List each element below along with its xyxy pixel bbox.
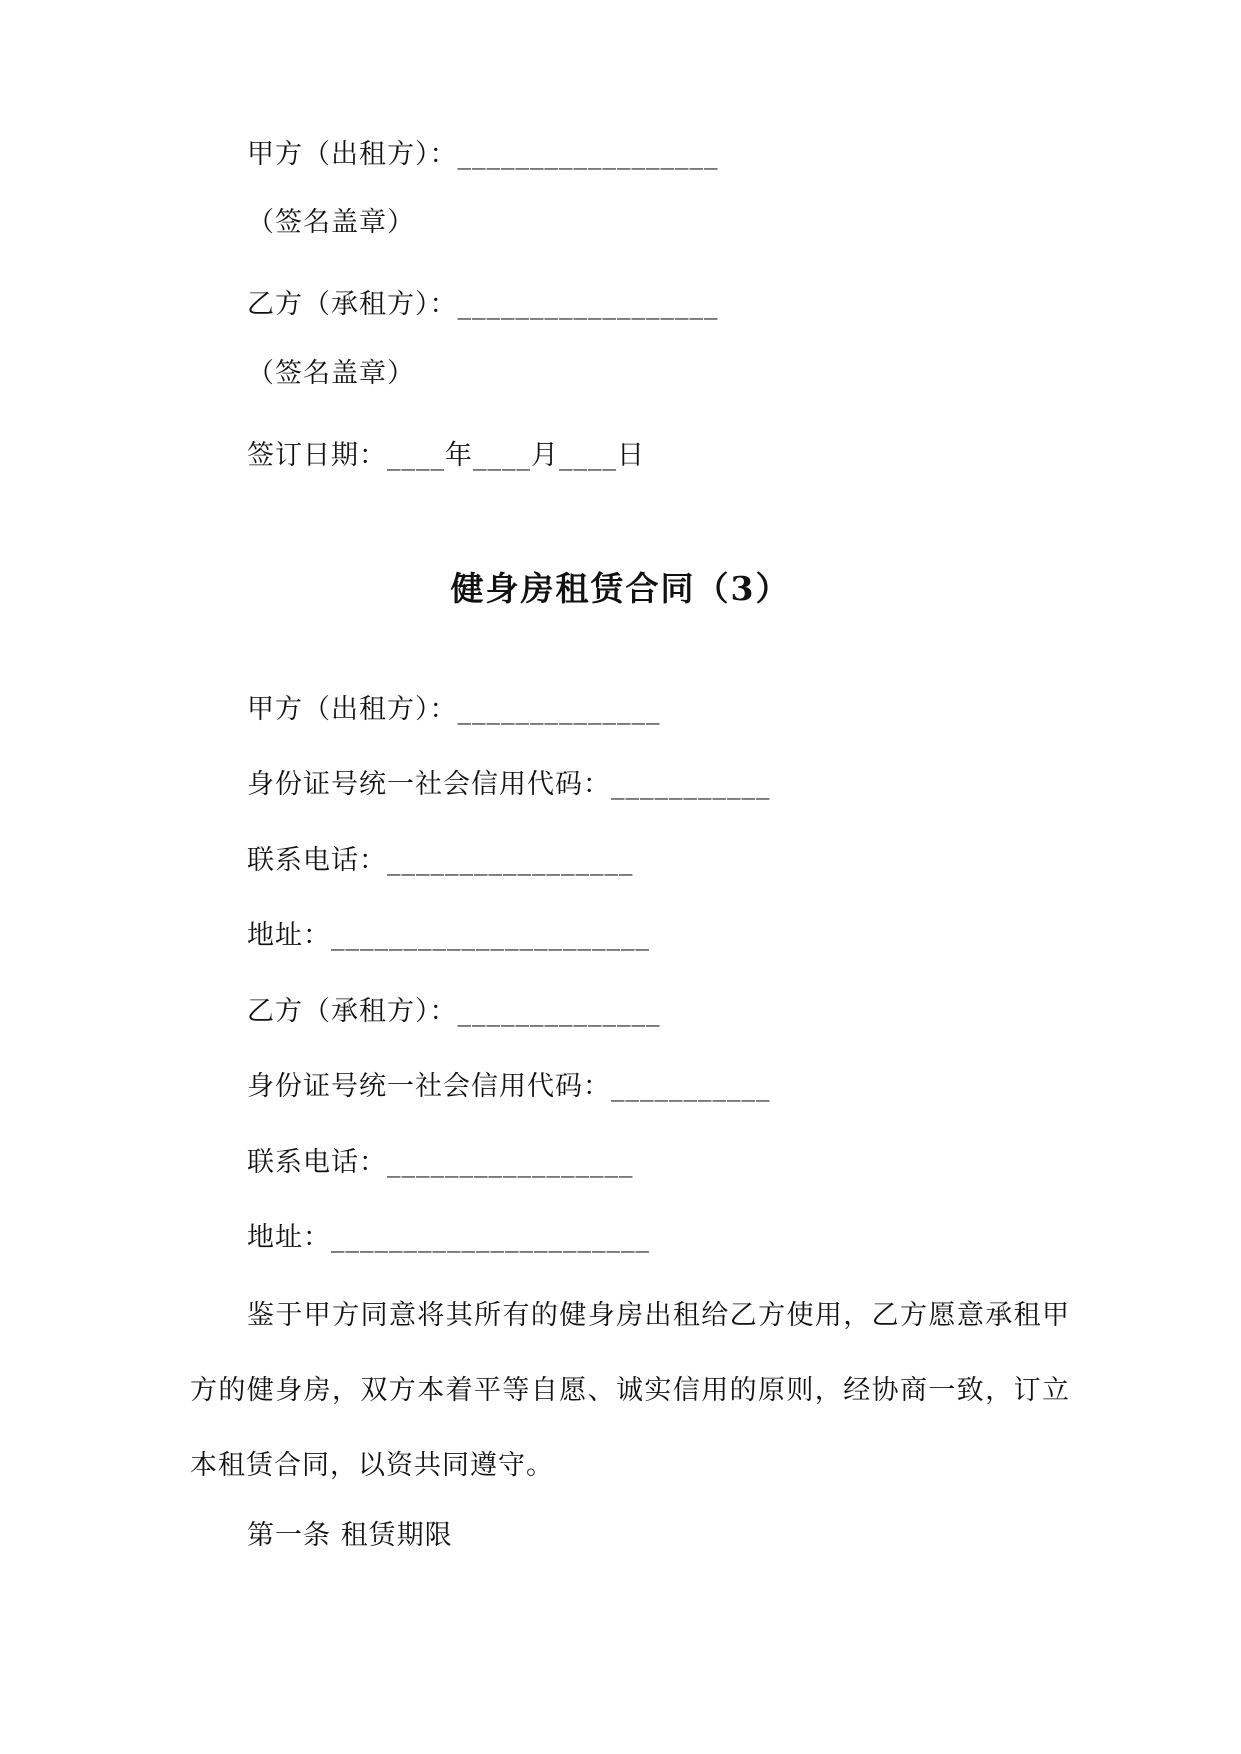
party-b-phone-line: 联系电话：_________________ [247,1147,634,1178]
signature-party-a-seal: （签名盖章） [247,207,415,238]
party-b-address-line: 地址：______________________ [247,1222,650,1253]
contract-title: 健身房租赁合同（3） [450,569,791,608]
signature-date-line: 签订日期：____年____月____日 [247,440,645,471]
party-a-id-code-line: 身份证号统一社会信用代码：___________ [247,769,771,800]
article-1-heading: 第一条 租赁期限 [247,1520,453,1551]
signature-party-b-line: 乙方（承租方）：__________________ [247,289,719,320]
signature-party-a-line: 甲方（出租方）：__________________ [247,139,719,170]
party-a-name-line: 甲方（出租方）：______________ [247,694,661,725]
party-a-address-line: 地址：______________________ [247,920,650,951]
party-b-name-line: 乙方（承租方）：______________ [247,996,661,1027]
party-a-phone-line: 联系电话：_________________ [247,845,634,876]
preamble-paragraph: 鉴于甲方同意将其所有的健身房出租给乙方使用，乙方愿意承租甲方的健身房，双方本着平等自愿、诚实信用的原则，经协商一致，订立本租赁合同，以资共同遵守。 [190,1300,1070,1481]
signature-party-b-seal: （签名盖章） [247,358,415,389]
party-b-id-code-line: 身份证号统一社会信用代码：___________ [247,1071,771,1102]
